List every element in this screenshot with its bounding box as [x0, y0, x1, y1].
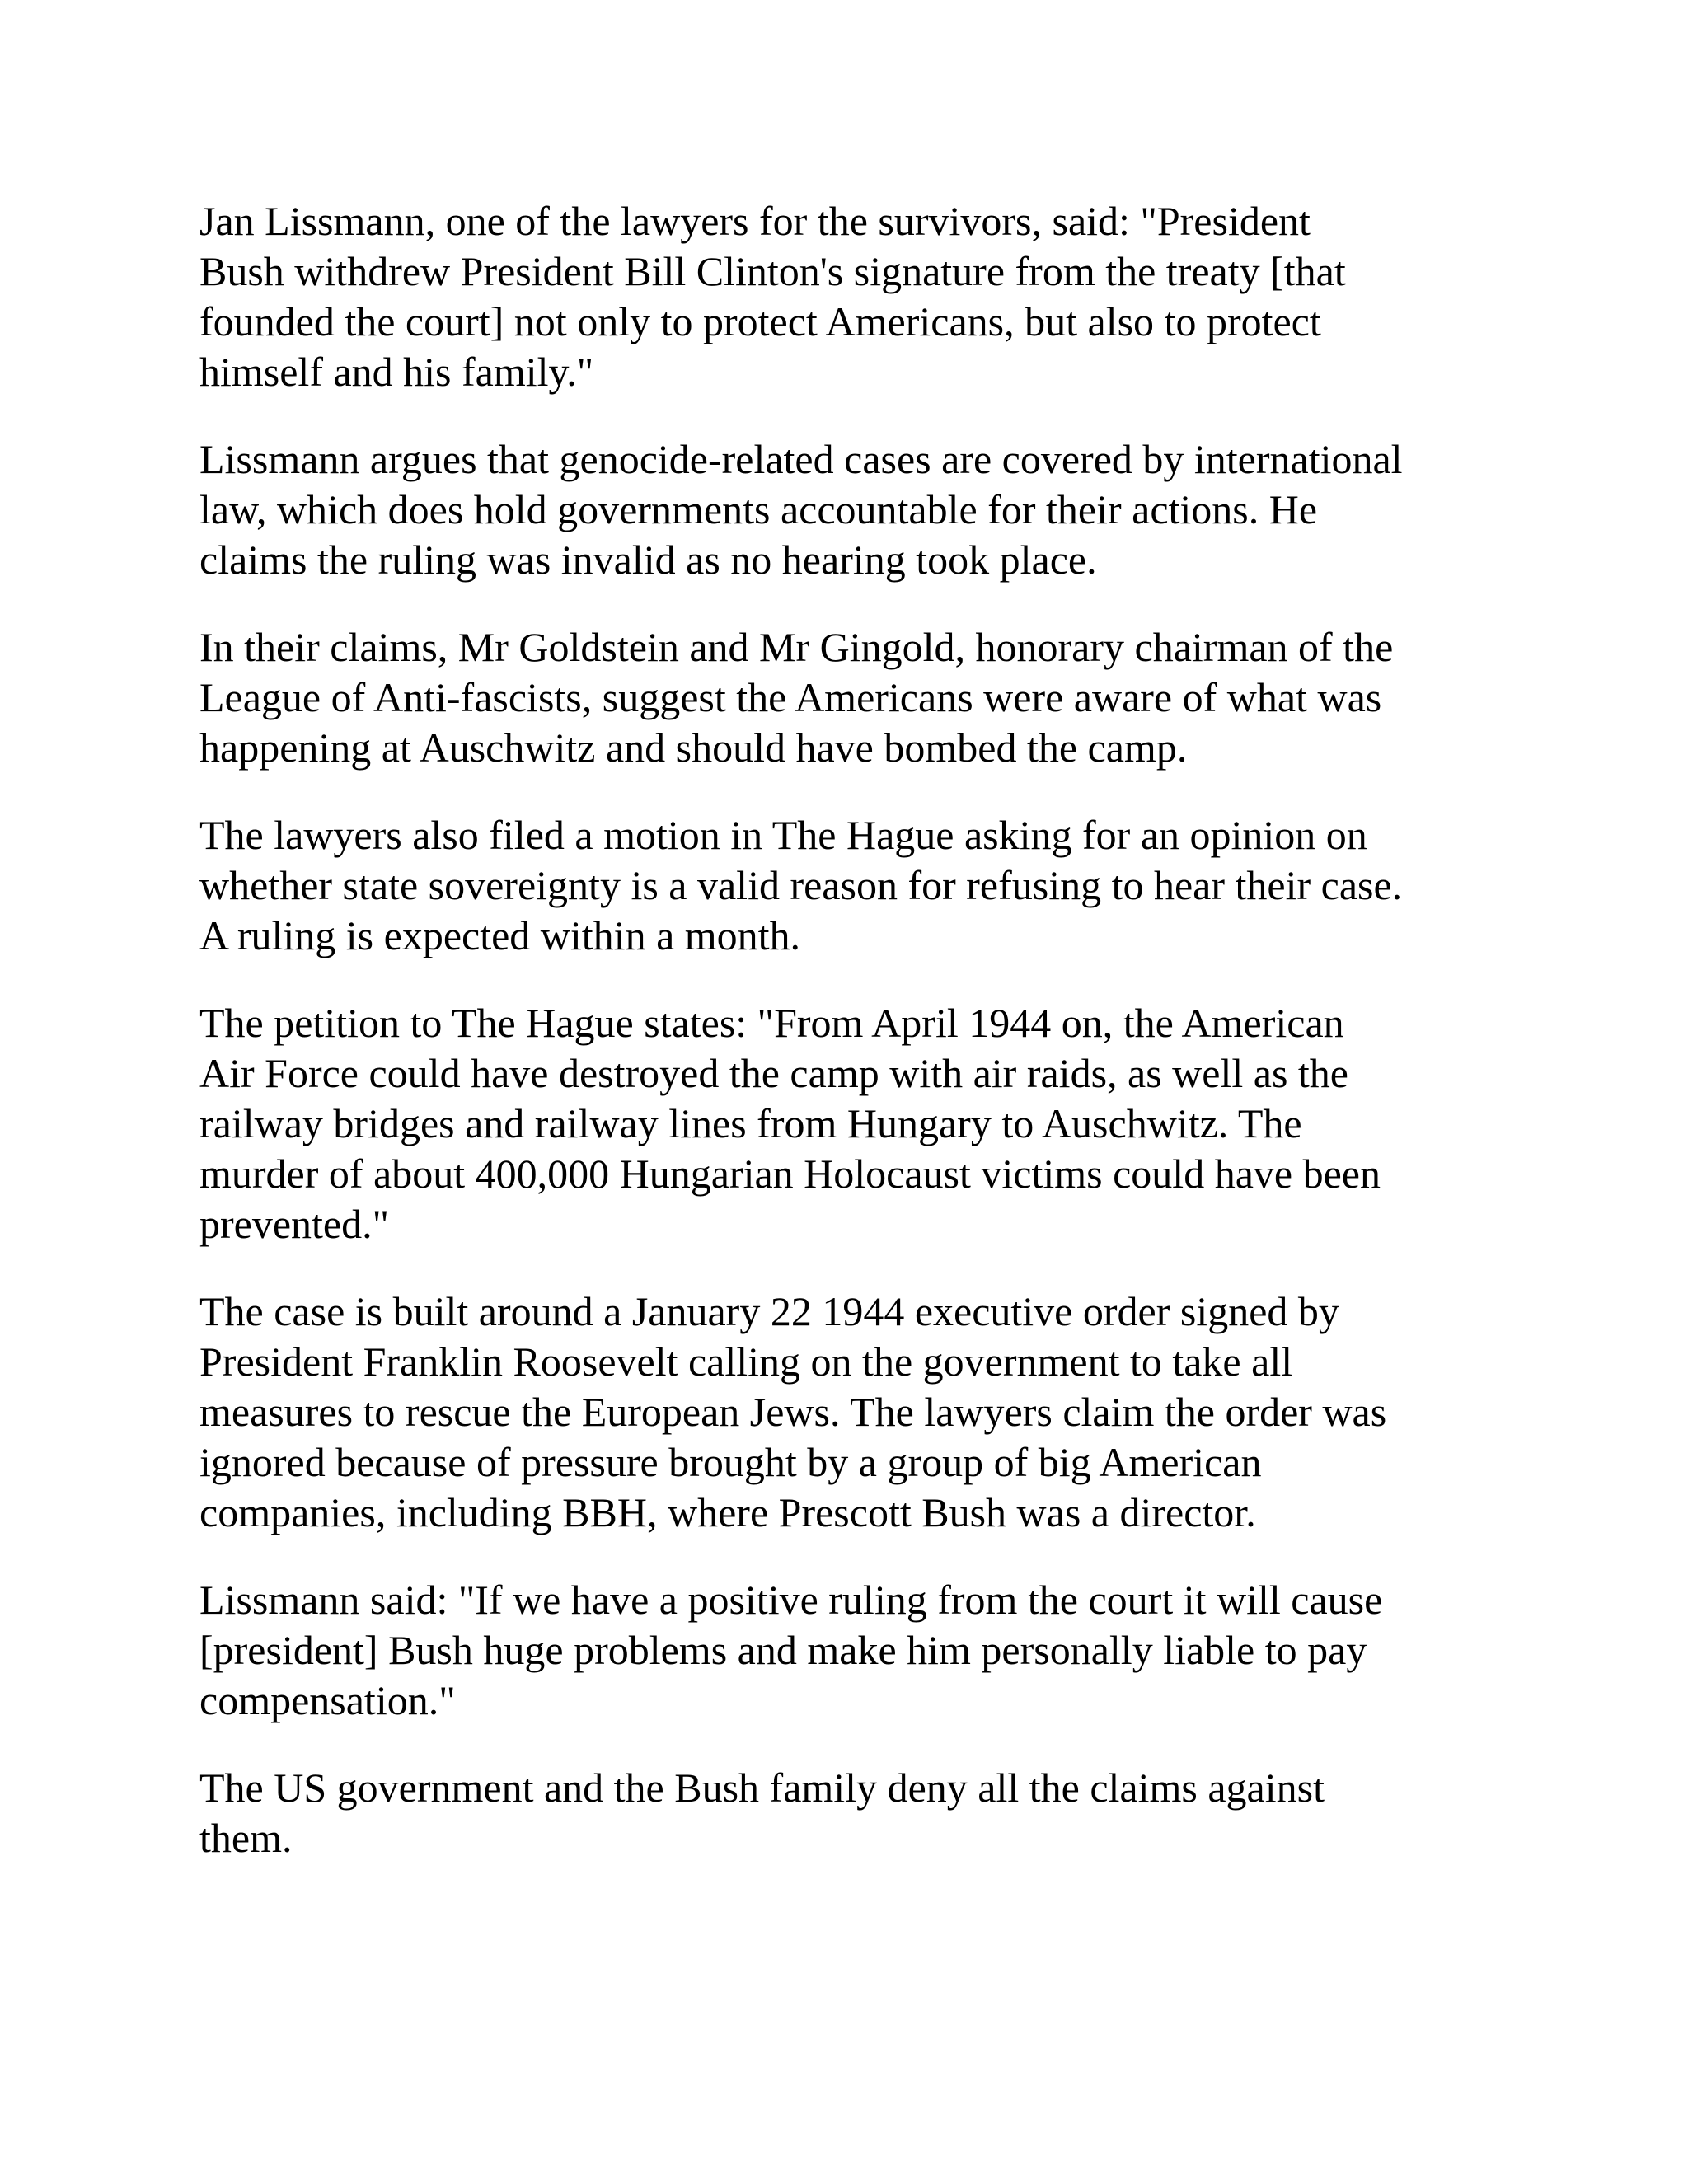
paragraph-5 [199, 998, 1518, 1249]
paragraph-8 [199, 1763, 1518, 1863]
paragraph-1 [199, 196, 1518, 397]
text-line: happening at Auschwitz and should have bombed the camp. [199, 724, 1188, 771]
paragraph-3 [199, 622, 1518, 773]
paragraph-2 [199, 434, 1518, 585]
text-line: Jan Lissmann, one of the lawyers for the survivors, said: "President [199, 198, 1311, 244]
text-line: The case is built around a January 22 1944 executive order signed by [199, 1288, 1339, 1334]
paragraph-7 [199, 1575, 1518, 1726]
text-line: founded the court] not only to protect Americans, but also to protect [199, 298, 1321, 344]
text-line: [president] Bush huge problems and make him personally liable to pay [199, 1627, 1367, 1673]
text-line: Lissmann said: "If we have a positive ruling from the court it will cause [199, 1577, 1383, 1623]
text-line: murder of about 400,000 Hungarian Holocaust victims could have been [199, 1151, 1381, 1197]
text-line: President Franklin Roosevelt calling on the government to take all [199, 1338, 1293, 1385]
text-line: claims the ruling was invalid as no hearing took place. [199, 537, 1097, 583]
article-body [199, 196, 1518, 1900]
text-line: Air Force could have destroyed the camp with air raids, as well as the [199, 1050, 1348, 1096]
text-line: In their claims, Mr Goldstein and Mr Gingold, honorary chairman of the [199, 624, 1394, 670]
text-line: whether state sovereignty is a valid reason for refusing to hear their case. [199, 862, 1403, 908]
text-line: A ruling is expected within a month. [199, 912, 801, 958]
text-line: prevented." [199, 1201, 390, 1247]
paragraph-4 [199, 810, 1518, 961]
text-line: The lawyers also filed a motion in The Hague asking for an opinion on [199, 812, 1367, 858]
text-line: companies, including BBH, where Prescott Bush was a director. [199, 1489, 1256, 1535]
text-line: The US government and the Bush family deny all the claims against [199, 1765, 1325, 1811]
paragraph-6 [199, 1286, 1518, 1538]
text-line: railway bridges and railway lines from Hungary to Auschwitz. The [199, 1100, 1302, 1146]
text-line: compensation." [199, 1677, 456, 1723]
text-line: The petition to The Hague states: "From April 1944 on, the American [199, 1000, 1344, 1046]
text-line: measures to rescue the European Jews. The lawyers claim the order was [199, 1389, 1387, 1435]
text-line: Lissmann argues that genocide-related cases are covered by international [199, 436, 1403, 482]
text-line: them. [199, 1815, 293, 1861]
text-line: ignored because of pressure brought by a group of big American [199, 1439, 1262, 1485]
text-line: League of Anti-fascists, suggest the Americans were aware of what was [199, 674, 1382, 720]
text-line: himself and his family." [199, 349, 594, 395]
text-line: law, which does hold governments accountable for their actions. He [199, 486, 1318, 532]
text-line: Bush withdrew President Bill Clinton's signature from the treaty [that [199, 248, 1346, 294]
